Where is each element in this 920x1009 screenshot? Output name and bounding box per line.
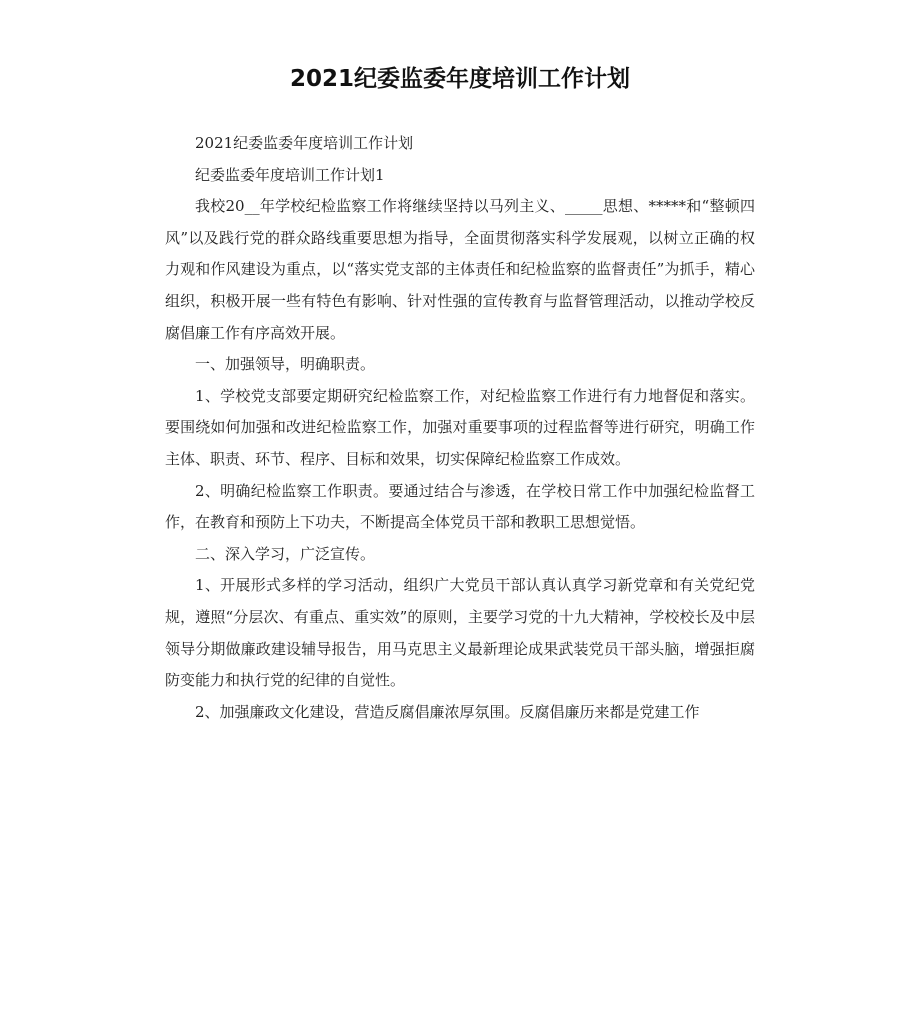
paragraph-2-1: 1、开展形式多样的学习活动，组织广大党员干部认真认真学习新党章和有关党纪党规，遵照“分层次、有重点、重实效”的原则，主要学习党的十九大精神，学校校长及中层领导分期做廉政建设辅导报告，用马克思主义最新理论成果武装党员干部头脑，增强拒腐防变能力和执行党的纪律的自觉性。 (165, 576, 755, 690)
paragraph-1-1: 1、学校党支部要定期研究纪检监察工作，对纪检监察工作进行有力地督促和落实。要围绕如何加强和改进纪检监察工作，加强对重要事项的过程监督等进行研究，明确工作主体、职责、环节、程序、目标和效果，切实保障纪检监察工作成效。 (165, 386, 755, 468)
intro-paragraph: 我校20__年学校纪检监察工作将继续坚持以马列主义、_____思想、*****和“整顿四风”以及践行党的群众路线重要思想为指导，全面贯彻落实科学发展观，以树立正确的权力观和作风建设为重点，以“落实党支部的主体责任和纪检监察的监督责任”为抓手，精心组织，积极开展一些有特色有影响、针对性强的宣传教育与监督管理活动，以推动学校反腐倡廉工作有序高效开展。 (165, 197, 755, 342)
document-body (165, 128, 755, 728)
plan-heading: 纪委监委年度培训工作计划1 (195, 165, 385, 184)
document-title: 2021纪委监委年度培训工作计划 (289, 66, 630, 92)
subtitle-line: 2021纪委监委年度培训工作计划 (195, 134, 414, 152)
section-heading-1: 一、加强领导，明确职责。 (195, 355, 376, 374)
paragraph-1-2: 2、明确纪检监察工作职责。要通过结合与渗透，在学校日常工作中加强纪检监督工作，在教育和预防上下功夫，不断提高全体党员干部和教职工思想觉悟。 (165, 481, 755, 532)
paragraph-2-2: 2、加强廉政文化建设，营造反腐倡廉浓厚氛围。反腐倡廉历来都是党建工作 (195, 702, 700, 721)
section-heading-2: 二、深入学习，广泛宣传。 (195, 544, 376, 563)
